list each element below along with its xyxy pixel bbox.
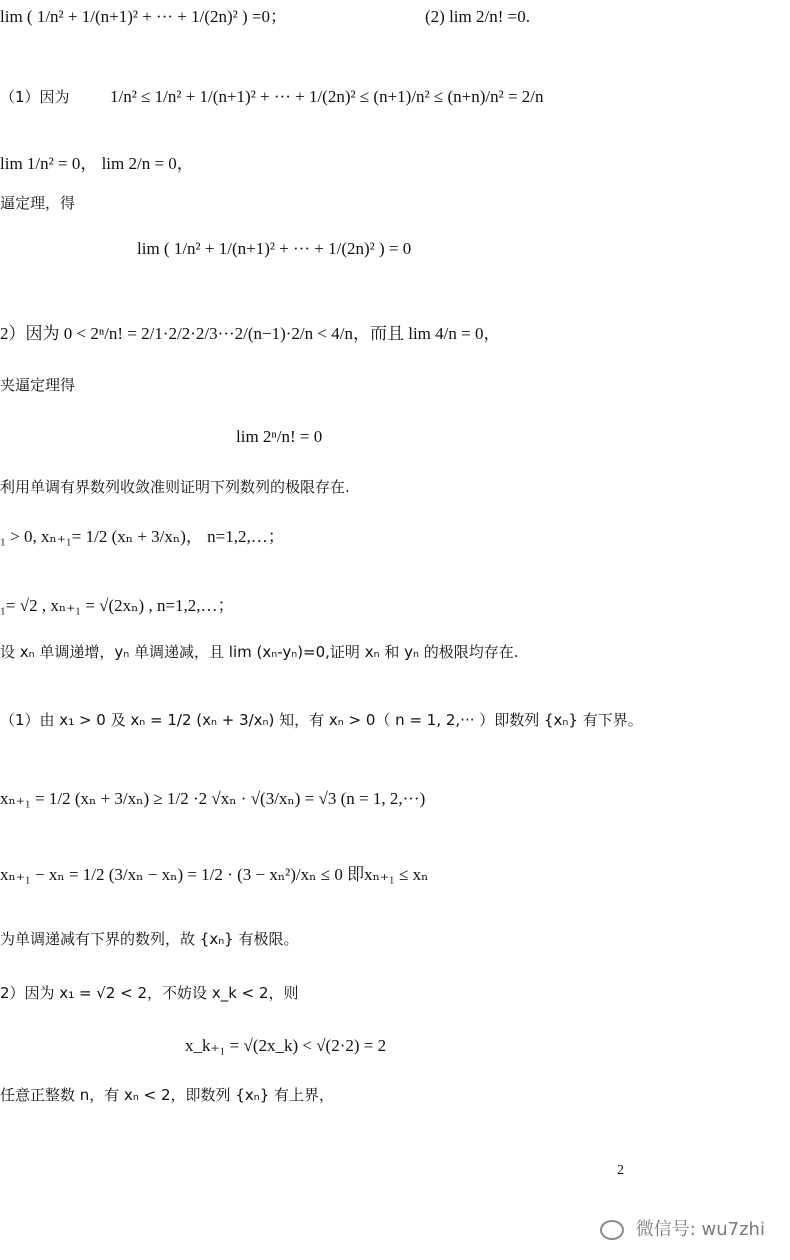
solution-1-result: lim ( 1/n² + 1/(n+1)² + ··· + 1/(2n)² ) = 0 — [137, 239, 412, 258]
exercise-part-1: ₁ > 0, xₙ₊₁= 1/2 (xₙ + 3/xₙ)， n=1,2,…； — [0, 527, 285, 546]
problem-1-limit: lim ( 1/n² + 1/(n+1)² + ··· + 1/(2n)² ) =0； — [0, 7, 288, 26]
solution-2-result: lim 2ⁿ/n! = 0 — [236, 427, 323, 446]
exercise-part-2: ₁= √2 , xₙ₊₁ = √(2xₙ) , n=1,2,…； — [0, 596, 235, 615]
proof-2-induction: x_k₊₁ = √(2x_k) < √(2·2) = 2 — [185, 1036, 387, 1055]
proof-1-monotone: xₙ₊₁ − xₙ = 1/2 (3/xₙ − xₙ) = 1/2 · (3 − xₙ²)/xₙ ≤ 0 即xₙ₊₁ ≤ xₙ — [0, 865, 429, 884]
proof-1-amgm: xₙ₊₁ = 1/2 (xₙ + 3/xₙ) ≥ 1/2 ·2 √xₙ · √(3/xₙ) = √3 (n = 1, 2,···) — [0, 789, 426, 808]
exercise-part-3: 设 xₙ 单调递增，yₙ 单调递减，且 lim (xₙ-yₙ)=0,证明 xₙ 和 yₙ 的极限均存在. — [0, 643, 519, 661]
proof-2-base: 2）因为 x₁ = √2 < 2，不妨设 x_k < 2，则 — [0, 984, 299, 1002]
problem-2-limit: (2) lim 2/n! =0. — [425, 7, 530, 26]
solution-1-intro: （1）因为 — [0, 88, 70, 106]
solution-1-limits: lim 1/n² = 0， lim 2/n = 0， — [0, 154, 194, 173]
squeeze-theorem-text-2: 夹逼定理得 — [0, 376, 76, 394]
watermark-text: 微信号: wu7zhi — [635, 1219, 765, 1240]
page-number: 2 — [617, 1163, 624, 1178]
proof-2-conclusion: 任意正整数 n，有 xₙ < 2，即数列 {xₙ} 有上界， — [0, 1086, 335, 1104]
watermark — [600, 1215, 765, 1241]
solution-2-inequality: 2）因为 0 < 2ⁿ/n! = 2/1·2/2·2/3···2/(n−1)·2/n < 4/n，而且 lim 4/n = 0， — [0, 324, 501, 343]
proof-1-lower-bound: （1）由 x₁ > 0 及 xₙ = 1/2 (xₙ + 3/xₙ) 知，有 xₙ > 0（ n = 1, 2,··· ）即数列 {xₙ} 有下界。 — [0, 711, 643, 729]
solution-1-inequality: 1/n² ≤ 1/n² + 1/(n+1)² + ··· + 1/(2n)² ≤ (n+1)/n² ≤ (n+n)/n² = 2/n — [110, 87, 544, 106]
proof-1-conclusion: 为单调递减有下界的数列，故 {xₙ} 有极限。 — [0, 930, 299, 948]
wechat-icon — [600, 1220, 624, 1240]
exercise-heading: 利用单调有界数列收敛准则证明下列数列的极限存在. — [0, 478, 350, 496]
squeeze-theorem-text-1: 逼定理，得 — [0, 194, 76, 212]
